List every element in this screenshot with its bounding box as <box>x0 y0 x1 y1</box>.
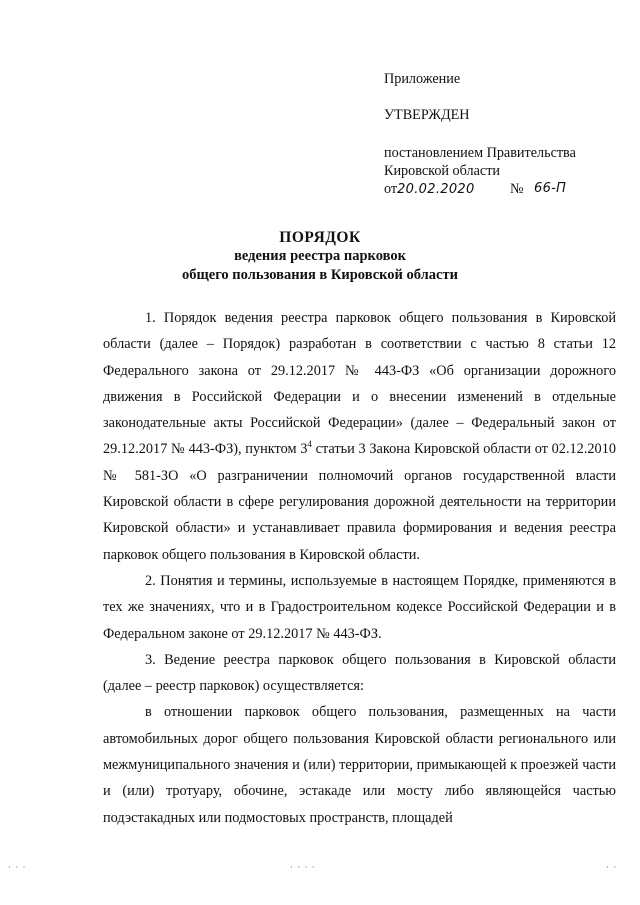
paragraph-3: 3. Ведение реестра парковок общего пользования в Кировской области (далее – реестр парковок) осуществляется: <box>103 651 616 695</box>
resolution-line-1: постановлением Правительства <box>384 145 576 161</box>
document-title <box>0 228 640 285</box>
appendix-label: Приложение <box>384 71 461 87</box>
date-number-line <box>384 180 624 199</box>
approval-block <box>384 70 624 199</box>
paragraph-1-part-a: 1. Порядок ведения реестра парковок общего пользования в Кировской области (далее – Порядок) разработан в соответствии с частью 8 статьи 12 Федерального закона от 29.12.2017 № 443-ФЗ «Об организации дорожного движения в Российской Федерации и о внесении изменений в отдельные законодательные акты Российской Федерации» (далее – Федеральный закон от 29.12.2017 № 443-ФЗ), пунктом 3 <box>103 310 616 458</box>
scan-marks <box>0 862 640 872</box>
date-prefix: от <box>384 181 398 197</box>
scan-mark-right: · · <box>606 862 618 872</box>
approved-label: УТВЕРЖДЕН <box>384 107 470 123</box>
handwritten-date: 20.02.2020 <box>397 182 475 197</box>
title-line-2: ведения реестра парковок <box>234 248 406 264</box>
paragraph-2: 2. Понятия и термины, используемые в настоящем Порядке, применяются в тех же значениях, что и в Градостроительном кодексе Российской Федерации и в Федеральном законе от 29.12.2017 № 443-ФЗ. <box>103 572 616 642</box>
resolution-line-2: Кировской области <box>384 163 500 179</box>
paragraph-1-superscript: 4 <box>307 439 312 450</box>
number-label: № <box>510 181 524 197</box>
paragraph-1 <box>103 305 616 568</box>
handwritten-number: 66-П <box>534 181 567 196</box>
title-main: ПОРЯДОК <box>279 229 361 246</box>
paragraph-4: в отношении парковок общего пользования, размещенных на части автомобильных дорог общего пользования Кировской области регионального или межмуниципального значения и (или) территории, примыкающей к проезжей части и (или) тротуару, обочине, эстакаде или мосту либо являющейся частью подэстакадных или подмостовых пространств, площадей <box>103 704 616 826</box>
document-body <box>103 305 616 831</box>
scan-mark-left: · · · <box>8 862 27 872</box>
paragraph-1-part-b: статьи 3 Закона Кировской области от 02.12.2010 № 581-ЗО «О разграничении полномочий органов государственной власти Кировской области в сфере регулирования дорожной деятельности на территории Кировской области» и устанавливает правила формирования и ведения реестра парковок общего пользования в Кировской области. <box>103 441 616 563</box>
scan-mark-center: · · · · <box>290 862 316 872</box>
title-line-3: общего пользования в Кировской области <box>182 267 458 283</box>
